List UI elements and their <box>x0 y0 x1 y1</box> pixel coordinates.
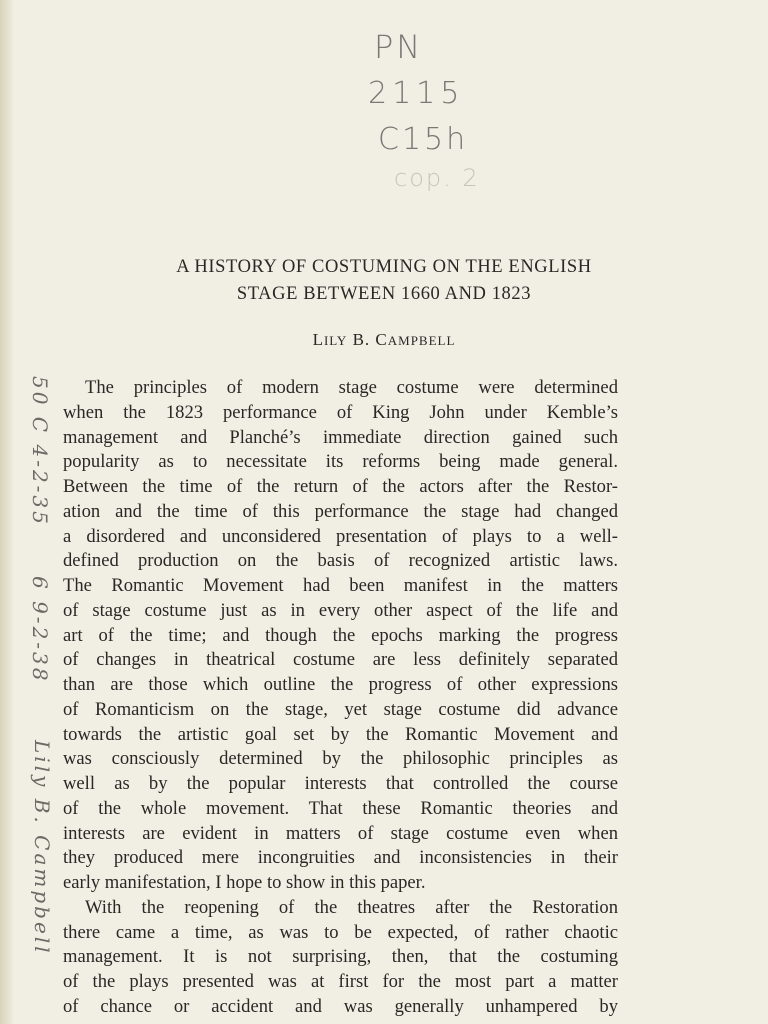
body-line: art of the time; and though the epochs marking the progress <box>63 624 618 646</box>
page-binding-edge <box>0 0 14 1024</box>
author-last-rest: AMPBELL <box>387 333 456 348</box>
body-line: than are those which outline the progress of other expressions <box>63 674 618 695</box>
paragraph-2 <box>63 896 618 1020</box>
body-line: defined production on the basis of recognized artistic laws. <box>63 550 618 572</box>
call-number-line-4: cop. 2 <box>394 164 480 192</box>
body-line: interests are evident in matters of stage costume even when <box>63 822 618 844</box>
author-name <box>0 330 768 350</box>
margin-note: 50 C 4-2-35 <box>28 376 52 527</box>
title-line: A HISTORY OF COSTUMING ON THE ENGLISH <box>176 257 592 277</box>
body-line: they produced mere incongruities and inconsistencies in their <box>63 847 618 869</box>
body-line: With the reopening of the theatres after the Restoration <box>85 896 618 918</box>
call-number-line-3: C15h <box>378 122 469 157</box>
margin-annotations <box>14 370 62 1020</box>
article-title <box>0 254 768 308</box>
body-line: popularity as to necessitate its reforms being made general. <box>63 451 618 473</box>
body-line: of Romanticism on the stage, yet stage costume did advance <box>63 698 618 720</box>
body-line: management and Planché’s immediate direction gained such <box>63 426 618 448</box>
body-line: towards the artistic goal set by the Romantic Movement and <box>63 723 618 745</box>
call-number-line-1: PN <box>374 28 424 66</box>
title-line: STAGE BETWEEN 1660 AND 1823 <box>236 284 532 304</box>
body-line: The principles of modern stage costume were determined <box>85 377 618 398</box>
body-line: when the 1823 performance of King John under Kemble’s <box>63 401 618 423</box>
body-line: of chance or accident and was generally unhampered by <box>63 995 618 1017</box>
body-line: ation and the time of this performance the stage had changed <box>63 500 618 522</box>
margin-note: 6 9-2-38 <box>28 576 52 684</box>
body-line: of changes in theatrical costume are less definitely separated <box>63 649 618 671</box>
body-line: Between the time of the return of the actors after the Restor- <box>63 476 618 497</box>
body-line: there came a time, as was to be expected, of rather chaotic <box>63 921 618 943</box>
author-first-initial: L <box>312 330 324 349</box>
article-body <box>63 376 618 1020</box>
body-line: of the whole movement. That these Romantic theories and <box>63 797 618 819</box>
author-middle: B. <box>347 330 376 349</box>
body-line: of stage costume just as in every other aspect of the life and <box>63 599 618 621</box>
body-line: well as by the popular interests that controlled the course <box>63 773 618 794</box>
body-line: management. It is not surprising, then, that the costuming <box>63 946 618 968</box>
body-line: of the plays presented was at first for the most part a matter <box>63 971 618 992</box>
margin-note: Lily B. Campbell <box>30 740 54 956</box>
paragraph-1 <box>63 376 618 896</box>
call-number-line-2: 2115 <box>368 76 465 111</box>
author-first-rest: ILY <box>323 333 348 348</box>
author-last-initial: C <box>375 330 388 349</box>
body-line: was consciously determined by the philosophic principles as <box>63 748 618 770</box>
body-line: early manifestation, I hope to show in this paper. <box>63 872 426 893</box>
body-line: The Romantic Movement had been manifest in the matters <box>63 575 618 596</box>
body-line: a disordered and unconsidered presentation of plays to a well- <box>63 525 618 547</box>
